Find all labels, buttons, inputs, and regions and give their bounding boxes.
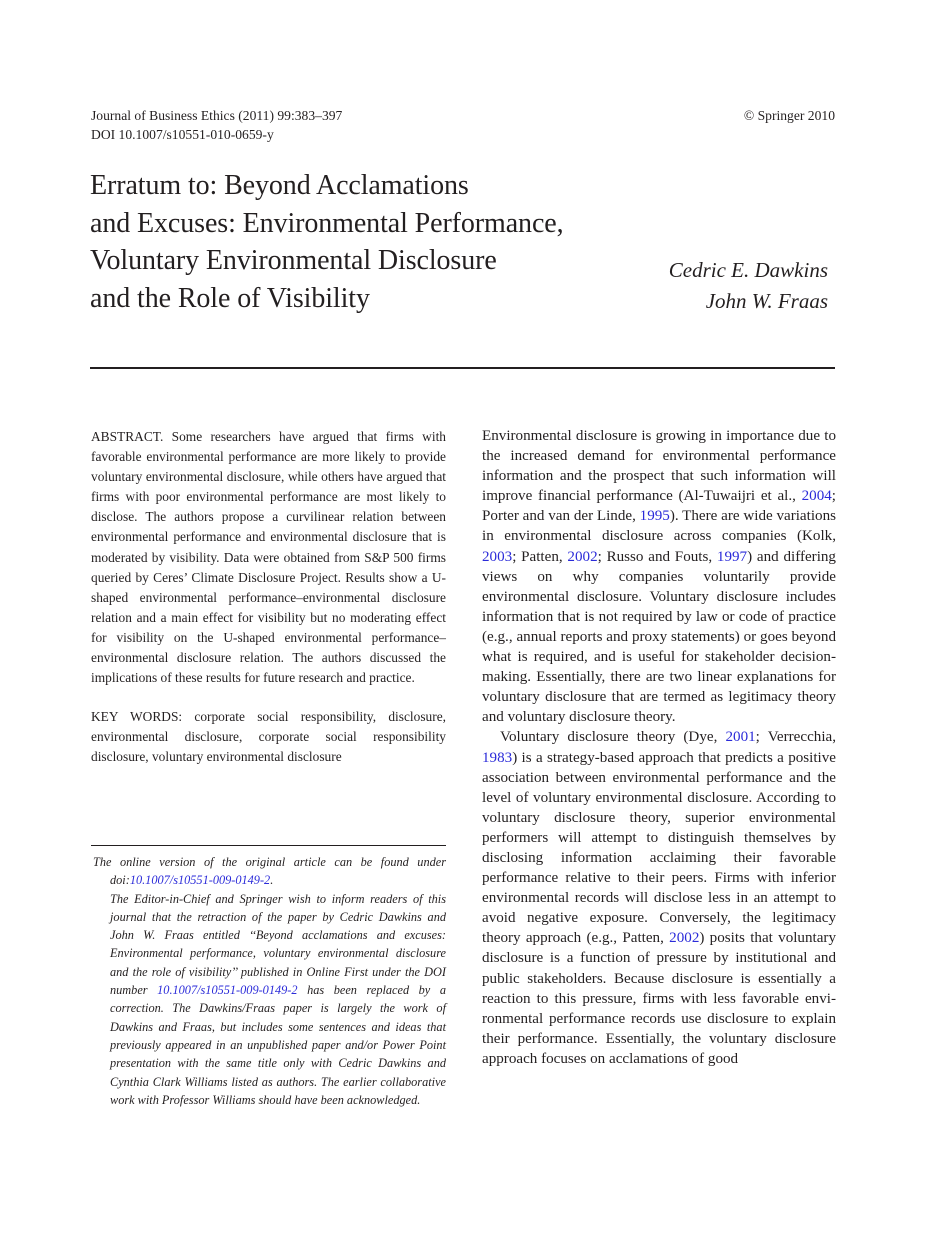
original-article-doi-link[interactable]: 10.1007/s10551-009-0149-2 <box>129 873 271 888</box>
keywords-label: KEY WORDS: <box>91 709 183 725</box>
citation-link[interactable]: 1983 <box>482 749 513 766</box>
body-paragraph <box>482 426 836 727</box>
footnotes <box>93 853 446 1109</box>
title-line: and Excuses: Environmental Performance, <box>90 207 564 239</box>
right-column <box>482 426 836 1069</box>
body-text: ; Verrecchia, <box>755 729 836 746</box>
footnote-text: has been replaced by a correction. The Dawkins/Fraas paper is largely the work of Dawkins and Fraas, but includes some sentences and ideas that previously appeared in an unpublished paper and/or Power Point presentation with the same title only with Cedric Dawkins and Cynthia Clark Williams listed as authors. The earlier collaborative work with Professor Williams should have been acknowledged. <box>110 983 446 1107</box>
body-text: ) is a strategy-based approach that predicts a positive association between environmental performance and the level of voluntary environmental disclosure. According to voluntary disclosure theory, superior environmental performers will attempt to distinguish themselves by disclosing information acclaiming their favorable performance relative to their peers. Firms with inferior environmental records will disclose less in an attempt to avoid negative exposure. Conversely, the legitimacy theory approach (e.g., Patten, <box>482 749 836 947</box>
author-list <box>669 255 828 317</box>
copyright-notice: © Springer 2010 <box>743 108 835 123</box>
abstract-label: ABSTRACT. <box>91 429 164 444</box>
citation-link[interactable]: 2002 <box>567 548 598 565</box>
body-text: ; Russo and Fouts, <box>597 548 717 565</box>
footnote-text: The online version of the original article can be found under doi: <box>93 855 446 888</box>
citation-link[interactable]: 2001 <box>725 729 756 746</box>
footnote-retraction-notice <box>93 890 446 1110</box>
body-text: Voluntary disclosure theory (Dye, <box>500 729 726 746</box>
keywords <box>91 707 446 767</box>
title-divider <box>90 367 835 369</box>
citation-link[interactable]: 2004 <box>801 488 832 505</box>
author-name: Cedric E. Dawkins <box>668 258 828 282</box>
citation-link[interactable]: 2002 <box>669 930 700 947</box>
article-title <box>90 167 630 317</box>
body-text: ; Porter and van der Linde, <box>482 488 836 525</box>
body-text: ; Patten, <box>512 548 568 565</box>
author-name: John W. Fraas <box>705 289 828 313</box>
body-paragraph <box>482 727 836 1069</box>
title-line: and the Role of Visibility <box>90 282 370 314</box>
body-text: Environmental disclosure is growing in importance due to the increased demand for environmental performance information and the prospect that such information will improve financial performance (Al-Tuwaijri et al., <box>482 428 836 505</box>
body-text: ) posits that voluntary disclosure is a function of pressure by institutional and public stakeholders. Because disclosure is essentially a reaction to this pressure, firms with less favorable environmental performance records use disclosure to explain their performance. Essentially, the voluntary disclosure approach focuses on acclamations of good <box>482 930 836 1067</box>
journal-citation: Journal of Business Ethics (2011) 99:383–397 <box>91 108 343 123</box>
keywords-text: corporate social responsibility, disclosure, environmental disclosure, corporate social responsibility disclosure, voluntary environmental disclosure <box>91 709 446 765</box>
citation-link[interactable]: 1997 <box>716 548 748 565</box>
title-line: Erratum to: Beyond Acclamations <box>90 170 469 201</box>
citation-link[interactable]: 2003 <box>482 548 513 565</box>
footnote-text: . <box>270 873 274 888</box>
left-column <box>91 427 446 768</box>
title-line: Voluntary Environmental Disclosure <box>90 245 497 276</box>
retracted-paper-doi-link[interactable]: 10.1007/s10551-009-0149-2 <box>157 983 298 998</box>
footnote-online-version <box>93 853 446 890</box>
footnote-divider <box>91 845 446 846</box>
journal-header <box>91 106 342 144</box>
abstract-text: Some researchers have argued that firms with favorable environmental performance are more likely to provide voluntary environmental disclosure, while others have argued that firms with poor environmental performance are most likely to disclose. The authors propose a curvilinear relation between environmental performance and environmental disclosure that is moderated by visibility. Data were obtained from S&P 500 firms queried by Ceres’ Climate Disclosure Project. Results show a U-shaped environmental performance–environmental disclosure relation and a main effect for visibility but no moderating effect for visibility on the U-shaped environmental performance–environmental disclosure relation. The authors discussed the implications of these results for future research and practice. <box>91 429 446 686</box>
abstract <box>91 427 446 688</box>
citation-link[interactable]: 1995 <box>639 508 670 525</box>
article-doi: DOI 10.1007/s10551-010-0659-y <box>91 127 274 142</box>
body-text: ) and differing views on why companies voluntarily provide environmental disclosure. Voluntary disclosure includes information that is not required by law or code of practice (e.g., annual reports and proxy statements) or goes beyond what is required, and is useful for stakeholder decision-making. Essentially, there are two linear explanations for voluntary disclosure that are termed as legitimacy theory and voluntary disclosure theory. <box>482 548 836 726</box>
body-text: ). There are wide variations in environmental disclosure across companies (Kolk, <box>482 508 836 545</box>
footnote-text: The Editor-in-Chief and Springer wish to inform readers of this journal that the retraction of the paper by Cedric Dawkins and John W. Fraas entitled ‘‘Beyond acclamations and excuses: Environmental performance, voluntary environmental disclosure and the role of visibility’’ published in Online First under the DOI number <box>110 891 446 998</box>
